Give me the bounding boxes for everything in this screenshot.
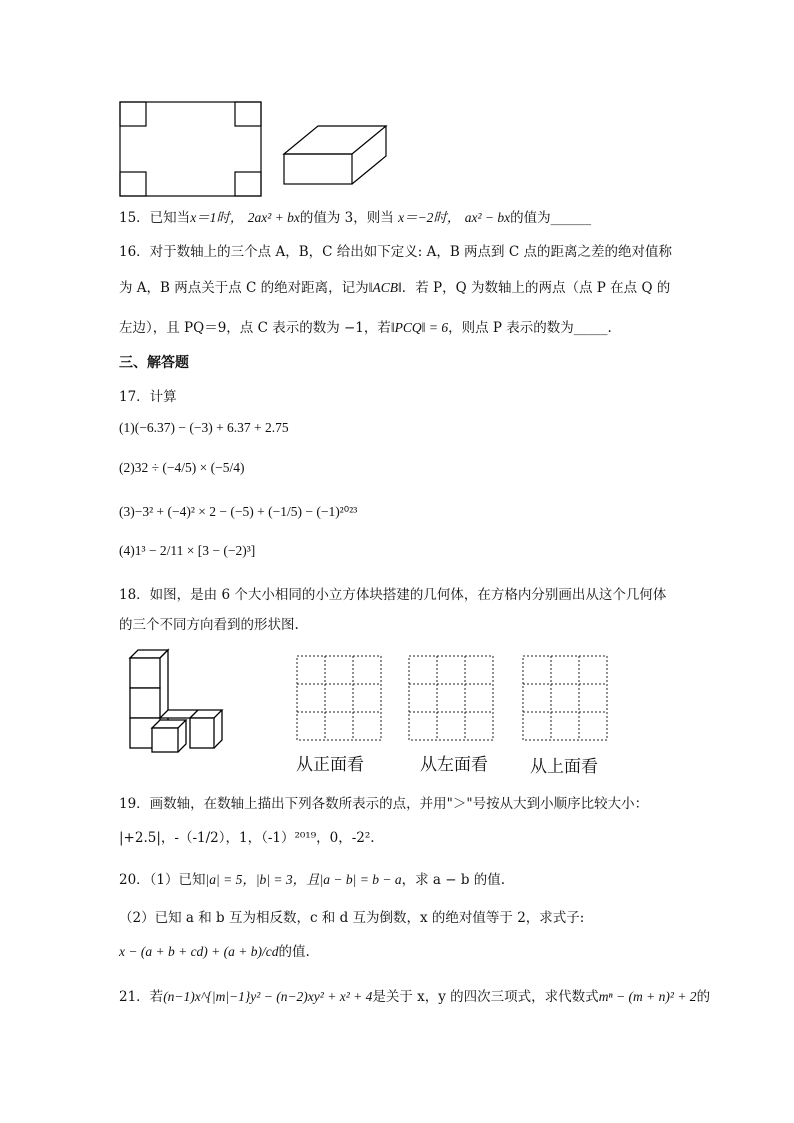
- q17-part-4: (4)1³ − 2/11 × [3 − (−2)³]: [119, 543, 256, 558]
- front-view-grid: [296, 655, 382, 741]
- q17-part-1: (1)(−6.37) − (−3) + 6.37 + 2.75: [119, 420, 289, 435]
- question-18-line-2: 的三个不同方向看到的形状图.: [119, 617, 299, 633]
- question-20-part-2: （2）已知 a 和 b 互为相反数，c 和 d 互为倒数，x 的绝对值等于 2，求式子:: [119, 910, 585, 926]
- open-box-figure: [282, 124, 390, 186]
- q15-x-eq-minus-2: x＝−2时，: [398, 210, 461, 225]
- pcq-notation: ‖PCQ‖ = 6: [390, 320, 449, 335]
- left-view-grid: [408, 655, 494, 741]
- q15-x-eq-1: x＝1时，: [190, 210, 244, 225]
- question-15: 15．已知当x＝1时， 2ax² + bx的值为 3，则当 x＝−2时， ax² − bx的值为______: [119, 210, 592, 226]
- caption-left-view: 从左面看: [420, 755, 488, 775]
- question-20-expression: x − (a + b + cd) + (a + b)/cd的值.: [119, 944, 310, 960]
- q21-polynomial: (n−1)x^{|m|−1}y² − (n−2)xy² + x² + 4: [163, 989, 373, 1004]
- q21-expression: mⁿ − (m + n)² + 2: [598, 989, 697, 1004]
- question-19-line-1: 19．画数轴，在数轴上描出下列各数所表示的点，并用"＞"号按从大到小顺序比较大小：: [119, 796, 649, 812]
- question-17-title: 17．计算: [119, 389, 177, 405]
- question-16-line-1: 16．对于数轴上的三个点 A，B，C 给出如下定义: A，B 两点到 C 点的距离之差的绝对值称: [119, 244, 672, 260]
- section-heading: 三、解答题: [119, 355, 189, 371]
- caption-top-view: 从上面看: [530, 757, 598, 777]
- question-19-line-2: |+2.5|，-（-1/2），1，（-1）²⁰¹⁹，0，-2².: [119, 830, 375, 846]
- question-16-line-2: 为 A，B 两点关于点 C 的绝对距离，记为‖ACB‖．若 P，Q 为数轴上的两点（点 P 在点 Q 的: [119, 280, 671, 296]
- top-view-grid: [522, 655, 608, 741]
- cut-corner-rectangle-figure: [118, 100, 263, 198]
- absolute-distance-notation: ‖ACB‖: [368, 280, 402, 295]
- question-20-part-1: 20．（1）已知|a| = 5，|b| = 3，且|a − b| = b − a，求 a − b 的值.: [119, 872, 506, 888]
- caption-front-view: 从正面看: [296, 755, 364, 775]
- question-18-line-1: 18．如图，是由 6 个大小相同的小立方体块搭建的几何体，在方格内分别画出从这个几何体: [119, 587, 667, 603]
- stacked-cubes-figure: [126, 648, 234, 754]
- q15-expression-2: ax² − bx: [464, 210, 511, 225]
- question-21: 21．若(n−1)x^{|m|−1}y² − (n−2)xy² + x² + 4是关于 x，y 的四次三项式，求代数式mⁿ − (m + n)² + 2的: [119, 989, 711, 1005]
- q20-condition: |a| = 5，|b| = 3，且|a − b| = b − a: [205, 872, 402, 887]
- q17-part-2: (2)32 ÷ (−4/5) × (−5/4): [119, 460, 245, 475]
- q15-expression-1: 2ax² + bx: [247, 210, 300, 225]
- question-16-line-3: 左边），且 PQ＝9，点 C 表示的数为 −1，若‖PCQ‖ = 6，则点 P 表示的数为_____.: [119, 320, 612, 336]
- q17-part-3: (3)−3² + (−4)² × 2 − (−5) + (−1/5) − (−1)²⁰²³: [119, 504, 358, 519]
